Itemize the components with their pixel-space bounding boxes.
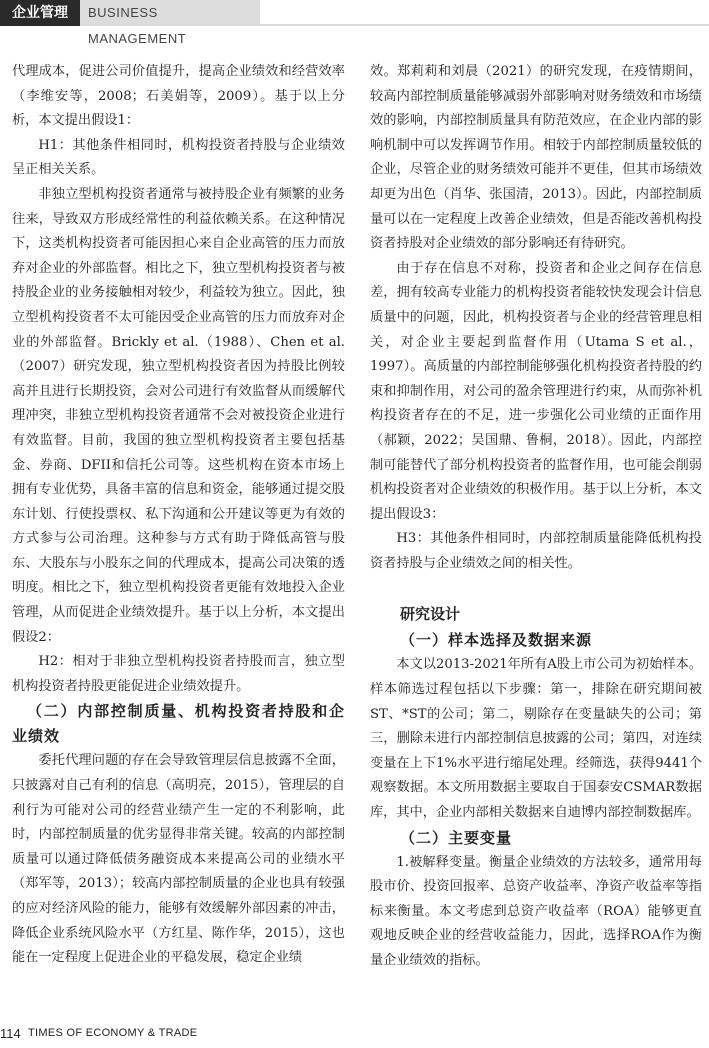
paragraph: 代理成本，促进公司价值提升，提高企业绩效和经营效率（李维安等，2008；石美娟等，2009）。基于以上分析，本文提出假设1： bbox=[12, 64, 345, 129]
section-tag-chinese: 企业管理 bbox=[0, 0, 80, 26]
header-rule bbox=[260, 24, 709, 26]
paragraph: 效。郑莉莉和刘晨（2021）的研究发现，在疫情期间，较高内部控制质量能够减弱外部影响对财务绩效和市场绩效的影响，内部控制质量具有防范效应，在企业内部的影响机制中可以发挥调节作用。相较于内部控制质量较低的企业，尽管企业的财务绩效可能并不更佳，但其市场绩效却更为出色（肖华、张国清，2013）。因此，内部控制质量可以在一定程度上改善企业绩效，但是否能改善机构投资者持股对企业绩效的部分影响还有待研究。 bbox=[370, 64, 702, 252]
paragraph: 委托代理问题的存在会导致管理层信息披露不全面，只披露对自己有利的信息（高明亮，2015），管理层的自利行为可能对公司的经营业绩产生一定的不利影响，此时，内部控制质量的优劣显得非常关键。较高的内部控制质量可以通过降低债务融资成本来提高公司的业绩水平（郑军等，2013）；较高内部控制质量的企业也具有较强的应对经济风险的能力，能够有效缓解外部因素的冲击，降低企业系统风险水平（方红星、陈作华，2015），这也能在一定程度上促进企业的平稳发展，稳定企业绩 bbox=[12, 753, 345, 966]
section-tag-english: BUSINESS MANAGEMENT bbox=[80, 0, 260, 26]
paragraph: 非独立型机构投资者通常与被持股企业有频繁的业务往来，导致双方形成经常性的利益依赖关系。在这种情况下，这类机构投资者可能因担心来自企业高管的压力而放弃对企业的外部监督。相比之下，独立型机构投资者与被持股企业的业务接触相对较少，利益较为独立。因此，独立型机构投资者不太可能因受企业高管的压力而放弃对企业的外部监督。Brickly et al.（1988）、Chen et al.（2007）研究发现，独立型机构投资者因为持股比例较高并且进行长期投资，会对公司进行有效监督从而缓解代理冲突，非独立型机构投资者通常不会对被投资企业进行有效监督。目前，我国的独立型机构投资者主要包括基金、券商、DFII和信托公司等。这些机构在资本市场上拥有专业优势，具备丰富的信息和资金，能够通过提交股东计划、行使投票权、私下沟通和公开建议等更为有效的方式参与公司治理。这种参与方式有助于降低高管与股东、大股东与小股东之间的代理成本，提高公司决策的透明度。相比之下，独立型机构投资者更能有效地投入企业管理，从而促进企业绩效提升。基于以上分析，本文提出假设2： bbox=[12, 186, 345, 645]
page-number: 114 bbox=[0, 1026, 21, 1041]
subsection-heading: （二）主要变量 bbox=[400, 828, 513, 847]
paragraph: 由于存在信息不对称，投资者和企业之间存在信息差，拥有较高专业能力的机构投资者能较快发现会计信息质量中的问题，因此，机构投资者与企业的经营管理息相关，对企业主要起到监督作用（Utama S et al.，1997）。高质量的内部控制能够强化机构投资者持股的约束和抑制作用，对公司的盈余管理进行约束，从而弥补机构投资者存在的不足，进一步强化公司业绩的正面作用（郝颖，2022；吴国鼎、鲁桐，2018）。因此，内部控制可能替代了部分机构投资者的监督作用，也可能会削弱机构投资者对企业绩效的积极作用。基于以上分析，本文提出假设3： bbox=[370, 260, 702, 522]
paragraph: 本文以2013-2021年所有A股上市公司为初始样本。样本筛选过程包括以下步骤：第一，排除在研究期间被ST、*ST的公司；第二，剔除存在变量缺失的公司；第三，删除未进行内部控制信息披露的公司；第四，对连续变量在上下1%水平进行缩尾处理。经筛选，获得9441个观察数据。本文所用数据主要取自于国泰安CSMAR数据库，其中，企业内部相关数据来自迪博内部控制数据库。 bbox=[370, 657, 702, 821]
section-heading: 研究设计 bbox=[400, 605, 461, 624]
paragraph: H3：其他条件相同时，内部控制质量能降低机构投资者持股与企业绩效之间的相关性。 bbox=[370, 531, 702, 571]
left-column bbox=[12, 60, 345, 971]
paragraph: 1.被解释变量。衡量企业绩效的方法较多，通常用每股市价、投资回报率、总资产收益率、净资产收益率等指标来衡量。本文考虑到总资产收益率（ROA）能够更直观地反映企业的经营收益能力，因此，选择ROA作为衡量企业绩效的指标。 bbox=[370, 854, 702, 968]
paragraph: H2：相对于非独立型机构投资者持股而言，独立型机构投资者持股更能促进企业绩效提升。 bbox=[12, 654, 345, 694]
right-column bbox=[370, 60, 702, 974]
subsection-heading: （二）内部控制质量、机构投资者持股和企业绩效 bbox=[12, 702, 345, 746]
subsection-heading: （一）样本选择及数据来源 bbox=[400, 631, 593, 650]
paragraph: H1：其他条件相同时，机构投资者持股与企业绩效呈正相关关系。 bbox=[12, 137, 345, 178]
running-header bbox=[0, 0, 709, 46]
journal-name: TIMES OF ECONOMY & TRADE bbox=[28, 1027, 198, 1039]
page-footer bbox=[0, 1026, 709, 1046]
